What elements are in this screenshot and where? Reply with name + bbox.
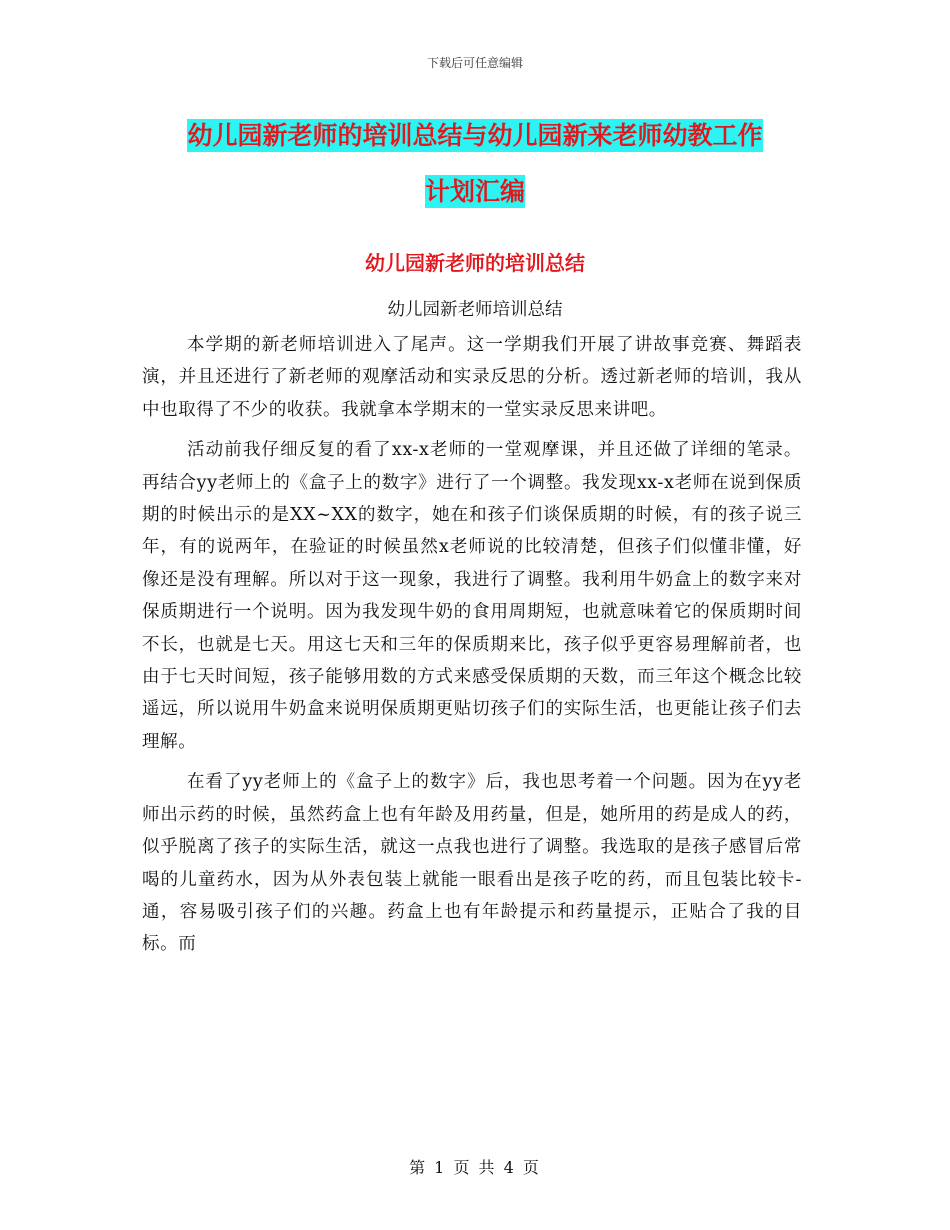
section-heading: 幼儿园新老师的培训总结 <box>365 251 585 275</box>
paragraph: 本学期的新老师培训进入了尾声。这一学期我们开展了讲故事竞赛、舞蹈表演，并且还进行了新老师的观摩活动和实录反思的分析。透过新老师的培训，我从中也取得了不少的收获。我就拿本学期末的一堂实录反思来讲吧。 <box>142 335 802 420</box>
page-footer: 第 1 页 共 4 页 <box>409 1158 541 1177</box>
document-title-line-2: 计划汇编 <box>424 177 525 206</box>
body-text <box>142 329 802 969</box>
section-subtitle: 幼儿园新老师培训总结 <box>387 300 563 320</box>
paragraph: 活动前我仔细反复的看了xx-x老师的一堂观摩课，并且还做了详细的笔录。再结合yy老师上的《盒子上的数字》进行了一个调整。我发现xx-x老师在说到保质期的时候出示的是XX~XX的数字，她在和孩子们谈保质期的时候，有的孩子说三年，有的说两年，在验证的时候虽然x老师说的比较清楚，但孩子们似懂非懂，好像还是没有理解。所以对于这一现象，我进行了调整。我利用牛奶盒上的数字来对保质期进行一个说明。因为我发现牛奶的食用周期短，也就意味着它的保质期时间不长，也就是七天。用这七天和三年的保质期来比，孩子似乎更容易理解前者，也由于七天时间短，孩子能够用数的方式来感受保质期的天数，而三年这个概念比较遥远，所以说用牛奶盒来说明保质期更贴切孩子们的实际生活，也更能让孩子们去理解。 <box>142 440 802 752</box>
page-header-note: 下载后可任意编辑 <box>426 56 523 70</box>
document-title <box>120 108 830 220</box>
paragraph: 在看了yy老师上的《盒子上的数字》后，我也思考着一个问题。因为在yy老师出示药的时候，虽然药盒上也有年龄及用药量，但是，她所用的药是成人的药，似乎脱离了孩子的实际生活，就这一点我也进行了调整。我选取的是孩子感冒后常喝的儿童药水，因为从外表包装上就能一眼看出是孩子吃的药，而且包装比较卡-通，容易吸引孩子们的兴趣。药盒上也有年龄提示和药量提示，正贴合了我的目标。而 <box>142 772 802 955</box>
document-title-line-1: 幼儿园新老师的培训总结与幼儿园新来老师幼教工作 <box>187 121 763 150</box>
